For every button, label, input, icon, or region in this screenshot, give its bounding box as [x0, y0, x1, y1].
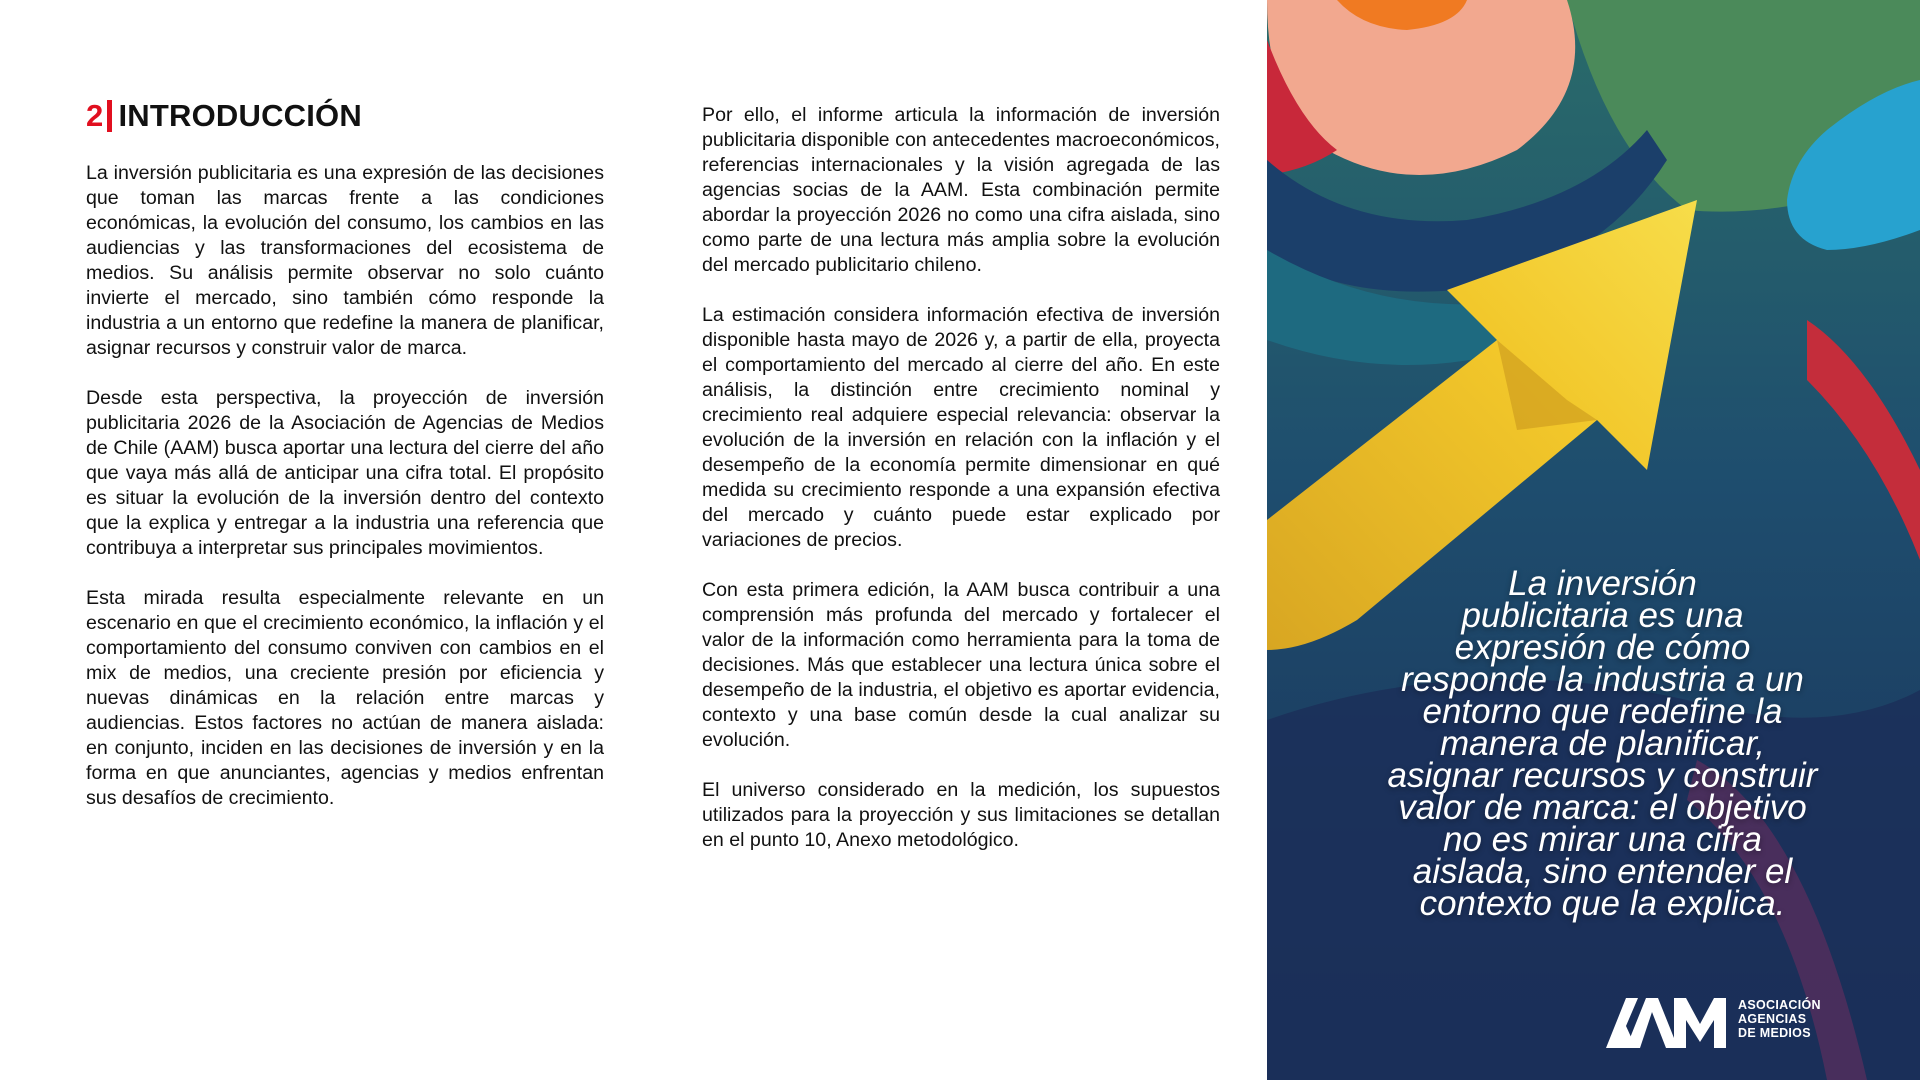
- logo-line: AGENCIAS: [1738, 1012, 1807, 1026]
- logo-line: ASOCIACIÓN: [1738, 998, 1821, 1012]
- text-column-left: [86, 161, 604, 836]
- aam-logo-icon: [1604, 994, 1728, 1050]
- quote-line: valor de marca: el objetivo: [1398, 788, 1807, 827]
- paragraph: La estimación considera información efectiva de inversión disponible hasta mayo de 2026 y, a partir de ella, proyecta el comportamiento del mercado al cierre del año. En este análisis, la distinción entre crecimiento nominal y crecimiento real adquiere especial relevancia: observar la evolución de la inversión en relación con la inflación y el desempeño de la economía permite dimensionar en qué medida su crecimiento responde a una expansión efectiva del mercado y cuánto puede estar explicado por variaciones de precios.: [702, 304, 1220, 551]
- quote-line: entorno que redefine la: [1422, 692, 1783, 731]
- section-heading: [86, 98, 362, 134]
- quote-line: asignar recursos y construir: [1387, 756, 1818, 795]
- quote-line: manera de planificar,: [1440, 724, 1765, 763]
- paragraph: Esta mirada resulta especialmente relevante en un escenario en que el crecimiento económico, la inflación y el comportamiento del consumo conviven con cambios en el mix de medios, una creciente presión por eficiencia y nuevas dinámicas en la relación entre marcas y audiencias. Estos factores no actúan de manera aislada: en conjunto, inciden en las decisiones de inversión y en la forma en que anunciantes, agencias y medios enfrentan sus desafíos de crecimiento.: [86, 587, 604, 809]
- quote-line: publicitaria es una: [1461, 596, 1744, 635]
- quote-line: expresión de cómo: [1454, 628, 1751, 667]
- quote-line: responde la industria a un: [1401, 660, 1804, 699]
- logo-text: [1738, 998, 1821, 1040]
- text-column-right: [702, 103, 1220, 878]
- quote-line: La inversión: [1508, 564, 1697, 603]
- section-divider-bar: [107, 100, 112, 132]
- paragraph: Por ello, el informe articula la información de inversión publicitaria disponible con antecedentes macroeconómicos, referencias internacionales y la visión agregada de las agencias socias de la AAM. Esta combinación permite abordar la proyección 2026 no como una cifra aislada, sino como parte de una lectura más amplia sobre la evolución del mercado publicitario chileno.: [702, 104, 1220, 276]
- paragraph: Con esta primera edición, la AAM busca contribuir a una comprensión más profunda del mercado y fortalecer el valor de la información como herramienta para la toma de decisiones. Más que establecer una lectura única sobre el desempeño de la industria, el objetivo es aportar evidencia, contexto y una base común desde la cual analizar su evolución.: [702, 579, 1220, 751]
- quote-line: no es mirar una cifra: [1442, 820, 1763, 859]
- quote-line: contexto que la explica.: [1419, 884, 1786, 923]
- paragraph: La inversión publicitaria es una expresión de las decisiones que toman las marcas frente a las condiciones económicas, la evolución del consumo, los cambios en las audiencias y las transformaciones del ecosistema de medios. Su análisis permite observar no solo cuánto invierte el mercado, sino también cómo responde la industria a un entorno que redefine la manera de planificar, asignar recursos y construir valor de marca.: [86, 162, 604, 359]
- pull-quote: [1330, 564, 1875, 923]
- section-number: 2: [86, 98, 104, 133]
- paragraph: Desde esta perspectiva, la proyección de inversión publicitaria 2026 de la Asociación de Agencias de Medios de Chile (AAM) busca aportar una lectura del cierre del año que vaya más allá de anticipar una cifra total. El propósito es situar la evolución de la inversión dentro del contexto que la explica y entregar a la industria una referencia que contribuya a interpretar sus principales movimientos.: [86, 387, 604, 559]
- paragraph: El universo considerado en la medición, los supuestos utilizados para la proyección y sus limitaciones se detallan en el punto 10, Anexo metodológico.: [702, 779, 1220, 851]
- quote-line: aislada, sino entender el: [1412, 852, 1793, 891]
- section-title: INTRODUCCIÓN: [118, 98, 362, 133]
- aam-logo: [1604, 994, 1844, 1050]
- logo-line: DE MEDIOS: [1738, 1026, 1811, 1040]
